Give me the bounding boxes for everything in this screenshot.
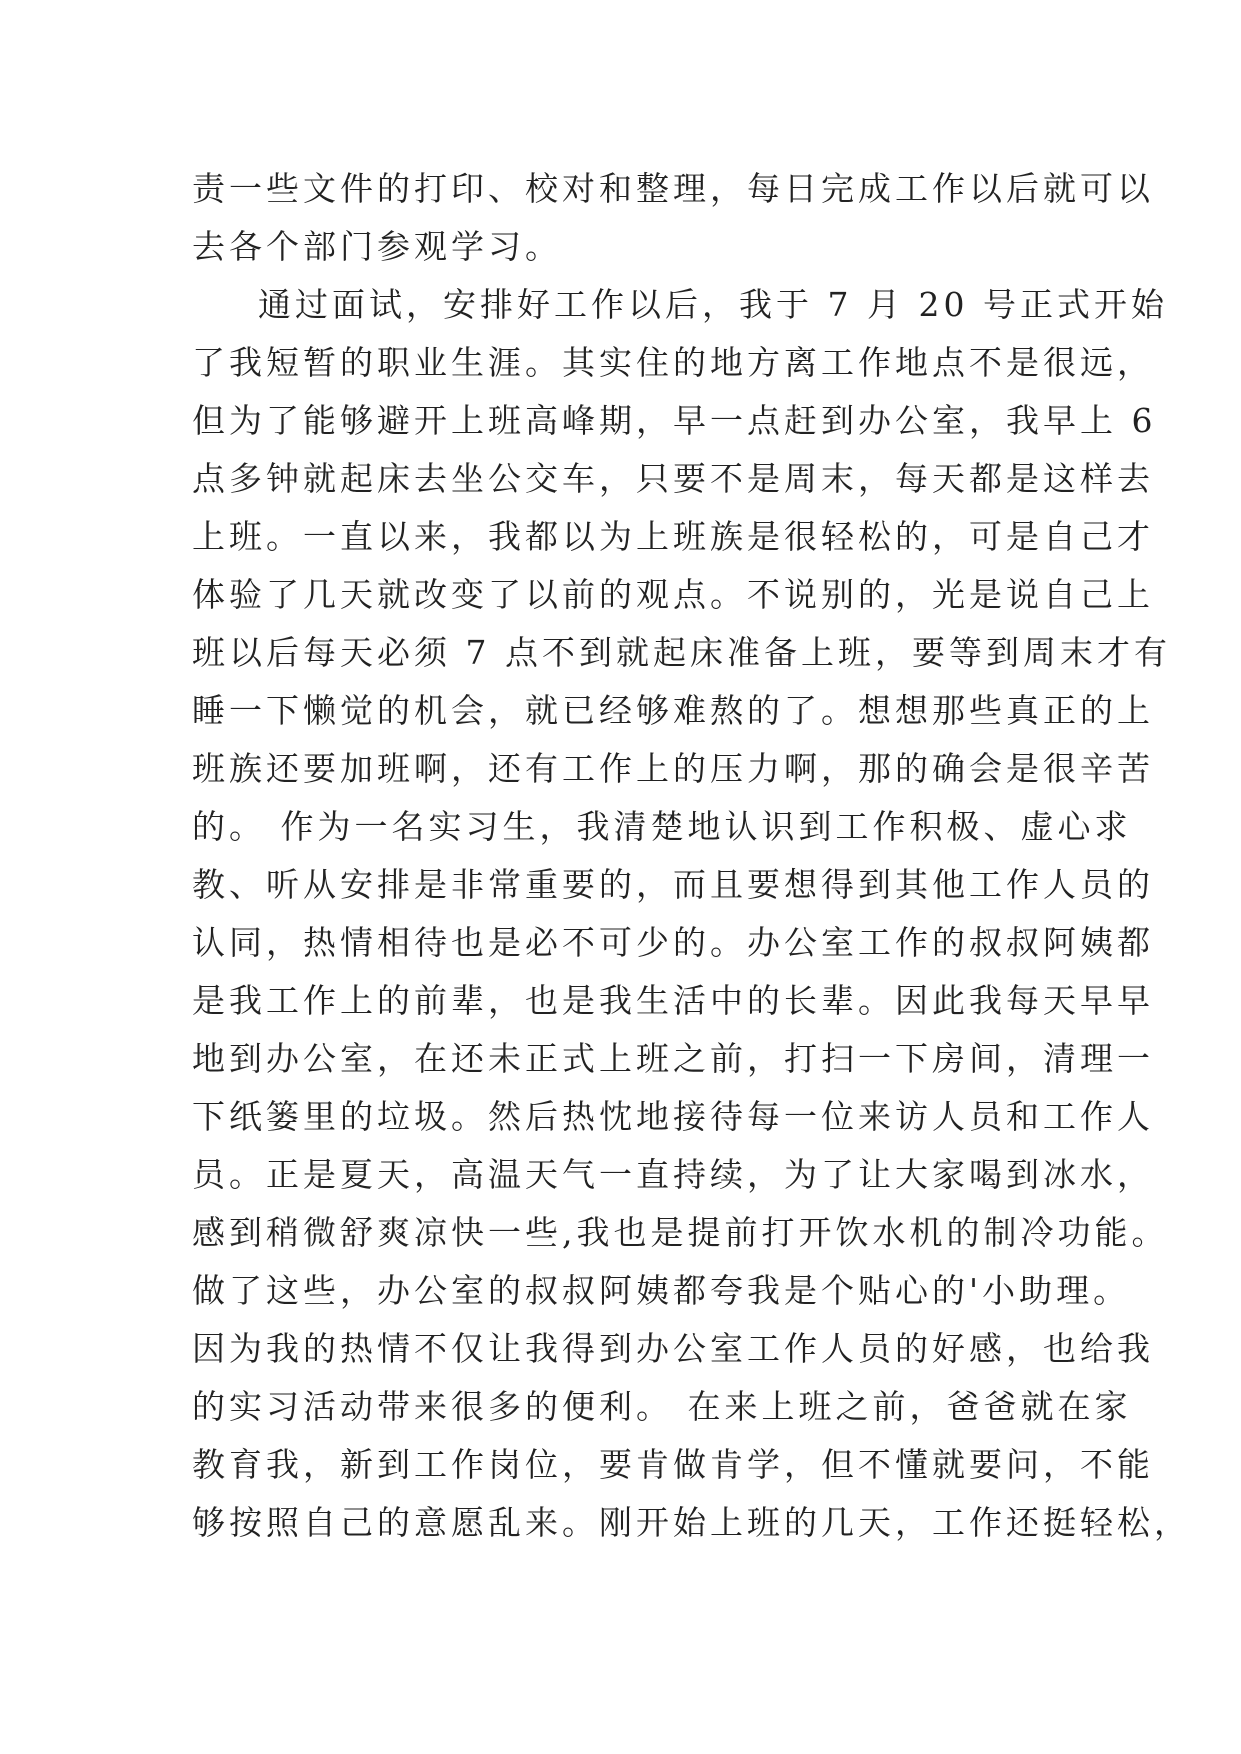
- text-line: 了我短暂的职业生涯。其实住的地方离工作地点不是很远，: [192, 343, 1154, 382]
- text-line: 睡一下懒觉的机会，就已经够难熬的了。想想那些真正的上: [192, 691, 1154, 730]
- text-line: 下纸篓里的垃圾。然后热忱地接待每一位来访人员和工作人: [192, 1097, 1154, 1136]
- text-line: 但为了能够避开上班高峰期，早一点赶到办公室，我早上 6: [192, 401, 1157, 440]
- text-line: 做了这些，办公室的叔叔阿姨都夸我是个贴心的'小助理。: [192, 1271, 1131, 1310]
- text-line: 认同，热情相待也是必不可少的。办公室工作的叔叔阿姨都: [192, 923, 1154, 962]
- text-line: 的实习活动带来很多的便利。 在来上班之前，爸爸就在家: [192, 1387, 1132, 1426]
- text-line: 班族还要加班啊，还有工作上的压力啊，那的确会是很辛苦: [192, 749, 1154, 788]
- text-line: 上班。一直以来，我都以为上班族是很轻松的，可是自己才: [192, 517, 1154, 556]
- text-line: 教、听从安排是非常重要的，而且要想得到其他工作人员的: [192, 865, 1154, 904]
- text-line: 感到稍微舒爽凉快一些,我也是提前打开饮水机的制冷功能。: [192, 1213, 1169, 1252]
- text-line: 点多钟就起床去坐公交车，只要不是周末，每天都是这样去: [192, 459, 1154, 498]
- text-line: 因为我的热情不仅让我得到办公室工作人员的好感，也给我: [192, 1329, 1154, 1368]
- text-line: 够按照自己的意愿乱来。刚开始上班的几天，工作还挺轻松，: [192, 1503, 1191, 1542]
- paragraph-start-line: 通过面试，安排好工作以后，我于 7 月 20 号正式开始: [258, 285, 1168, 324]
- text-line: 去各个部门参观学习。: [192, 227, 562, 266]
- text-line: 的。 作为一名实习生，我清楚地认识到工作积极、虚心求: [192, 807, 1132, 846]
- body-text: [192, 160, 1191, 1552]
- text-line: 责一些文件的打印、校对和整理，每日完成工作以后就可以: [192, 169, 1154, 208]
- text-line: 班以后每天必须 7 点不到就起床准备上班，要等到周末才有: [192, 633, 1171, 672]
- text-line: 员。正是夏天，高温天气一直持续，为了让大家喝到冰水，: [192, 1155, 1154, 1194]
- text-line: 体验了几天就改变了以前的观点。不说别的，光是说自己上: [192, 575, 1154, 614]
- text-line: 地到办公室，在还未正式上班之前，打扫一下房间，清理一: [192, 1039, 1154, 1078]
- text-line: 教育我，新到工作岗位，要肯做肯学，但不懂就要问，不能: [192, 1445, 1154, 1484]
- text-line: 是我工作上的前辈，也是我生活中的长辈。因此我每天早早: [192, 981, 1154, 1020]
